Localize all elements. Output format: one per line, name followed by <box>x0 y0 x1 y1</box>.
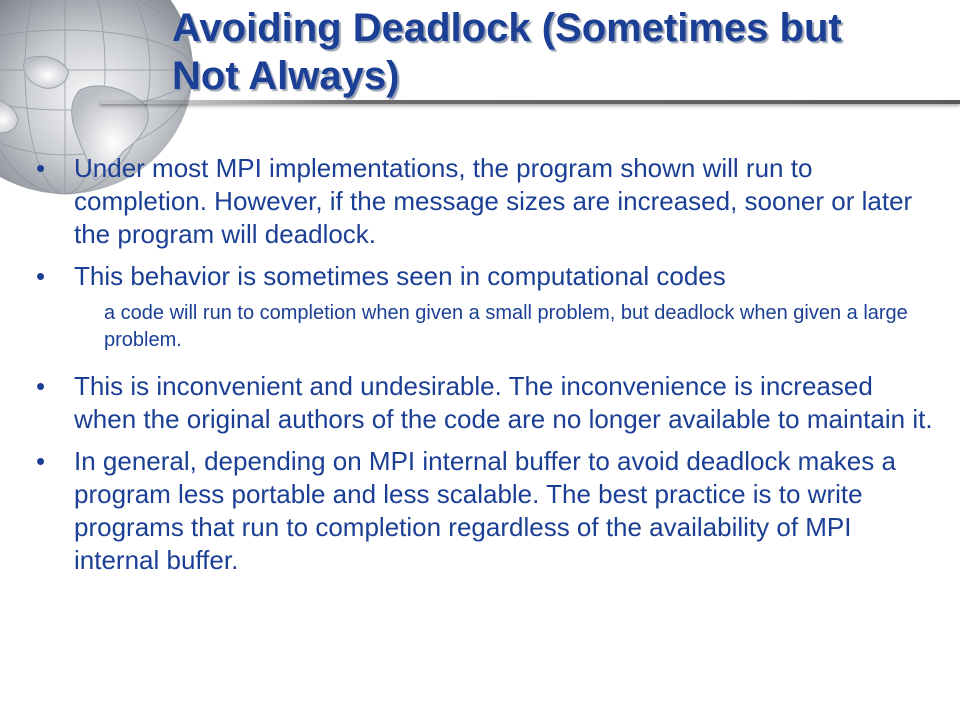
bullet-dot: • <box>36 371 46 401</box>
bullet-item <box>36 152 936 251</box>
bullet-item <box>36 370 936 436</box>
bullet-dot: • <box>36 261 46 291</box>
title-divider <box>100 100 960 104</box>
bullet-item <box>36 445 936 577</box>
bullet-text: This is inconvenient and undesirable. The inconvenience is increased when the original authors of the code are no longer available to maintain it. <box>74 371 933 434</box>
bullet-text: Under most MPI implementations, the program shown will run to completion. However, if the message sizes are increased, sooner or later the program will deadlock. <box>74 153 913 249</box>
sub-bullet-item <box>36 300 936 354</box>
bullet-dot: • <box>36 153 46 183</box>
bullet-text: In general, depending on MPI internal buffer to avoid deadlock makes a program less portable and less scalable. The best practice is to write programs that run to completion regardless of the availability of MPI internal buffer. <box>74 446 896 575</box>
slide-title: Avoiding Deadlock (Sometimes but Not Always) <box>172 6 842 98</box>
sub-bullet-text: a code will run to completion when given a small problem, but deadlock when given a large problem. <box>104 302 908 351</box>
title-area <box>172 0 942 100</box>
bullet-dot: • <box>36 446 46 476</box>
bullet-text: This behavior is sometimes seen in computational codes <box>74 261 726 291</box>
bullet-list <box>36 152 936 586</box>
bullet-item <box>36 260 936 293</box>
